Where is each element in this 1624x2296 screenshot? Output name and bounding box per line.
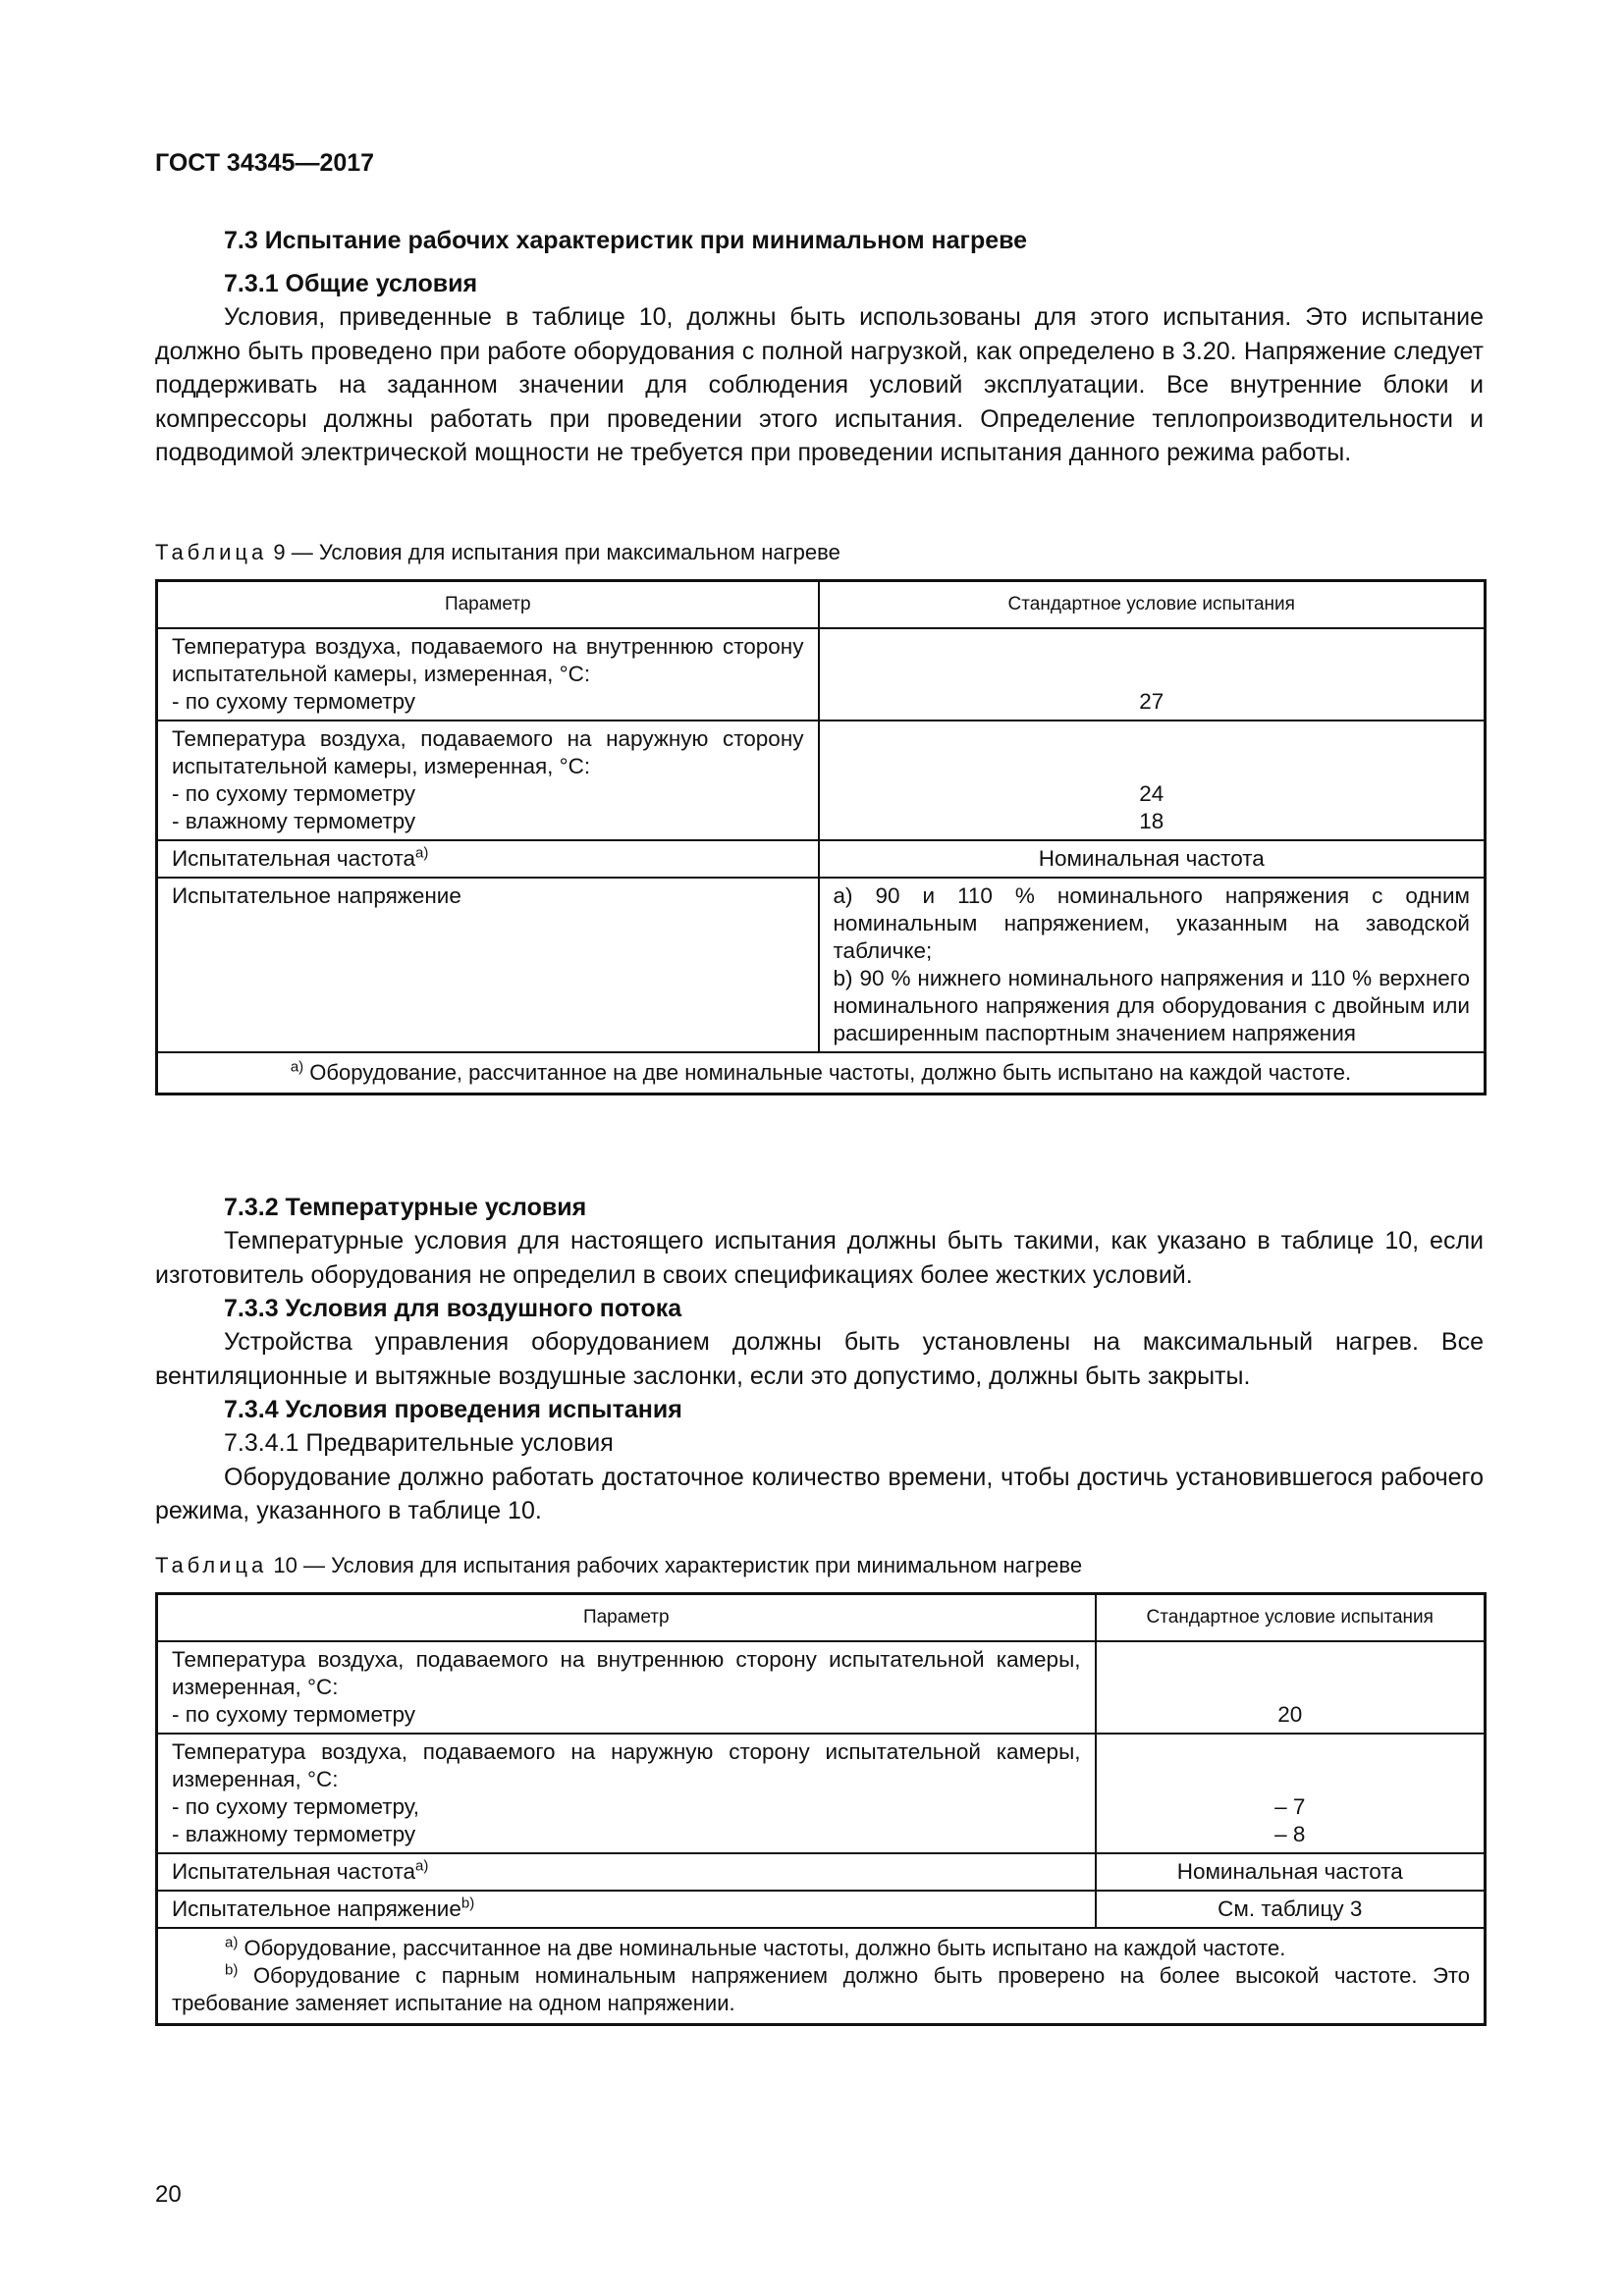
column-header-value: Стандартное условие испытания [1096,1594,1486,1642]
subsection-title: 7.3.3 Условия для воздушного потока [224,1295,682,1322]
table-cell-value: См. таблицу 3 [1096,1891,1486,1928]
table-header-row [157,1594,1486,1642]
table-cell-param: Испытательная частота$^{а)}$ [157,840,819,878]
subsection-title: 7.3.1 Общие условия [224,270,478,297]
subsection-title: 7.3.2 Температурные условия [224,1194,587,1221]
column-header-parameter: Параметр [157,581,819,629]
table-cell-value: 27 [819,628,1486,721]
section-7-3 [155,224,1484,470]
section-title: 7.3 Испытание рабочих характеристик при минимальном нагреве [224,227,1028,254]
table-footnotes [157,1928,1486,2025]
table-cell-param: Температура воздуха, подаваемого на наружную сторону испытательной камеры, измеренная, °С: - по сухому термометру - влажному термометру [157,721,819,840]
paragraph: Условия, приведенные в таблице 10, должны быть использованы для этого испытания. Это испытание должно быть проведено при работе оборудования с полной нагрузкой, как определено в 3.20. Напряжение следует поддерживать на заданном значении для соблюдения условий эксплуатации. Все внутренние блоки и компрессоры должны работать при проведении этого испытания. Определение теплопроизводительности и подводимой электрической мощности не требуется при проведении испытания данного режима работы. [155,303,1484,466]
table-row [157,1891,1486,1928]
table-cell-param: Испытательная частота$^{а)}$ [157,1853,1096,1891]
table-caption: Таблица 9 — Условия для испытания при максимальном нагреве [155,540,840,564]
table-row [157,721,1486,840]
table-footnote: $^{а)}$ Оборудование, рассчитанное на две номинальные частоты, должно быть испытано на каждой частоте. [157,1052,1486,1095]
table-9 [155,579,1487,1095]
table-cell-value: 24 18 [819,721,1486,840]
page-number: 20 [155,2181,182,2208]
paragraph: Температурные условия для настоящего испытания должны быть такими, как указано в таблице 10, если изготовитель оборудования не определил в своих спецификациях более жестких условий. [155,1227,1484,1289]
table-row [157,1641,1486,1734]
table-cell-value: – 7 – 8 [1096,1734,1486,1853]
table-row [157,840,1486,878]
table-cell-param: Температура воздуха, подаваемого на наружную сторону испытательной камеры, измеренная, °С: - по сухому термометру, - влажному термометру [157,1734,1096,1853]
table-9-block [155,538,1484,1095]
table-cell-value: 20 [1096,1641,1486,1734]
subsubsection-title: 7.3.4.1 Предварительные условия [224,1429,614,1457]
document-header: ГОСТ 34345—2017 [155,149,375,177]
table-cell-param: Испытательное напряжение [157,878,819,1052]
column-header-value: Стандартное условие испытания [819,581,1486,629]
section-7-3-2-to-7-3-4 [155,1191,1484,1528]
table-note-row [157,1052,1486,1095]
table-row [157,1853,1486,1891]
table-caption: Таблица 10 — Условия для испытания рабочих характеристик при минимальном нагреве [155,1553,1083,1577]
table-cell-param: Испытательное напряжение$^{b)}$ [157,1891,1096,1928]
table-footnote: $^{а)}$ Оборудование, рассчитанное на две номинальные частоты, должно быть испытано на каждой частоте. [225,1934,1286,1960]
table-row [157,628,1486,721]
table-cell-value: Номинальная частота [1096,1853,1486,1891]
table-10 [155,1592,1487,2026]
table-row [157,878,1486,1052]
subsection-title: 7.3.4 Условия проведения испытания [224,1396,682,1423]
table-cell-param: Температура воздуха, подаваемого на внутреннюю сторону испытательной камеры, измеренная, °С: - по сухому термометру [157,1641,1096,1734]
paragraph: Устройства управления оборудованием должны быть установлены на максимальный нагрев. Все вентиляционные и вытяжные воздушные заслонки, если это допустимо, должны быть закрыты. [155,1328,1484,1390]
table-cell-value: Номинальная частота [819,840,1486,878]
table-cell-value: а) 90 и 110 % номинального напряжения с одним номинальным напряжением, указанным на заводской табличке; b) 90 % нижнего номинального напряжения и 110 % верхнего номинального напряжения для оборудования с двойным или расширенным паспортным значением напряжения [819,878,1486,1052]
table-cell-param: Температура воздуха, подаваемого на внутреннюю сторону испытательной камеры, измеренная, °С: - по сухому термометру [157,628,819,721]
paragraph: Оборудование должно работать достаточное количество времени, чтобы достичь установившегося рабочего режима, указанного в таблице 10. [155,1463,1484,1524]
table-10-block [155,1551,1484,2026]
table-header-row [157,581,1486,629]
table-row [157,1734,1486,1853]
column-header-parameter: Параметр [157,1594,1096,1642]
table-note-row [157,1928,1486,2025]
table-footnote: $^{b)}$ Оборудование с парным номинальным напряжением должно быть проверено на более высокой частоте. Это требование заменяет испытание на одном напряжении. [172,1961,1470,2015]
